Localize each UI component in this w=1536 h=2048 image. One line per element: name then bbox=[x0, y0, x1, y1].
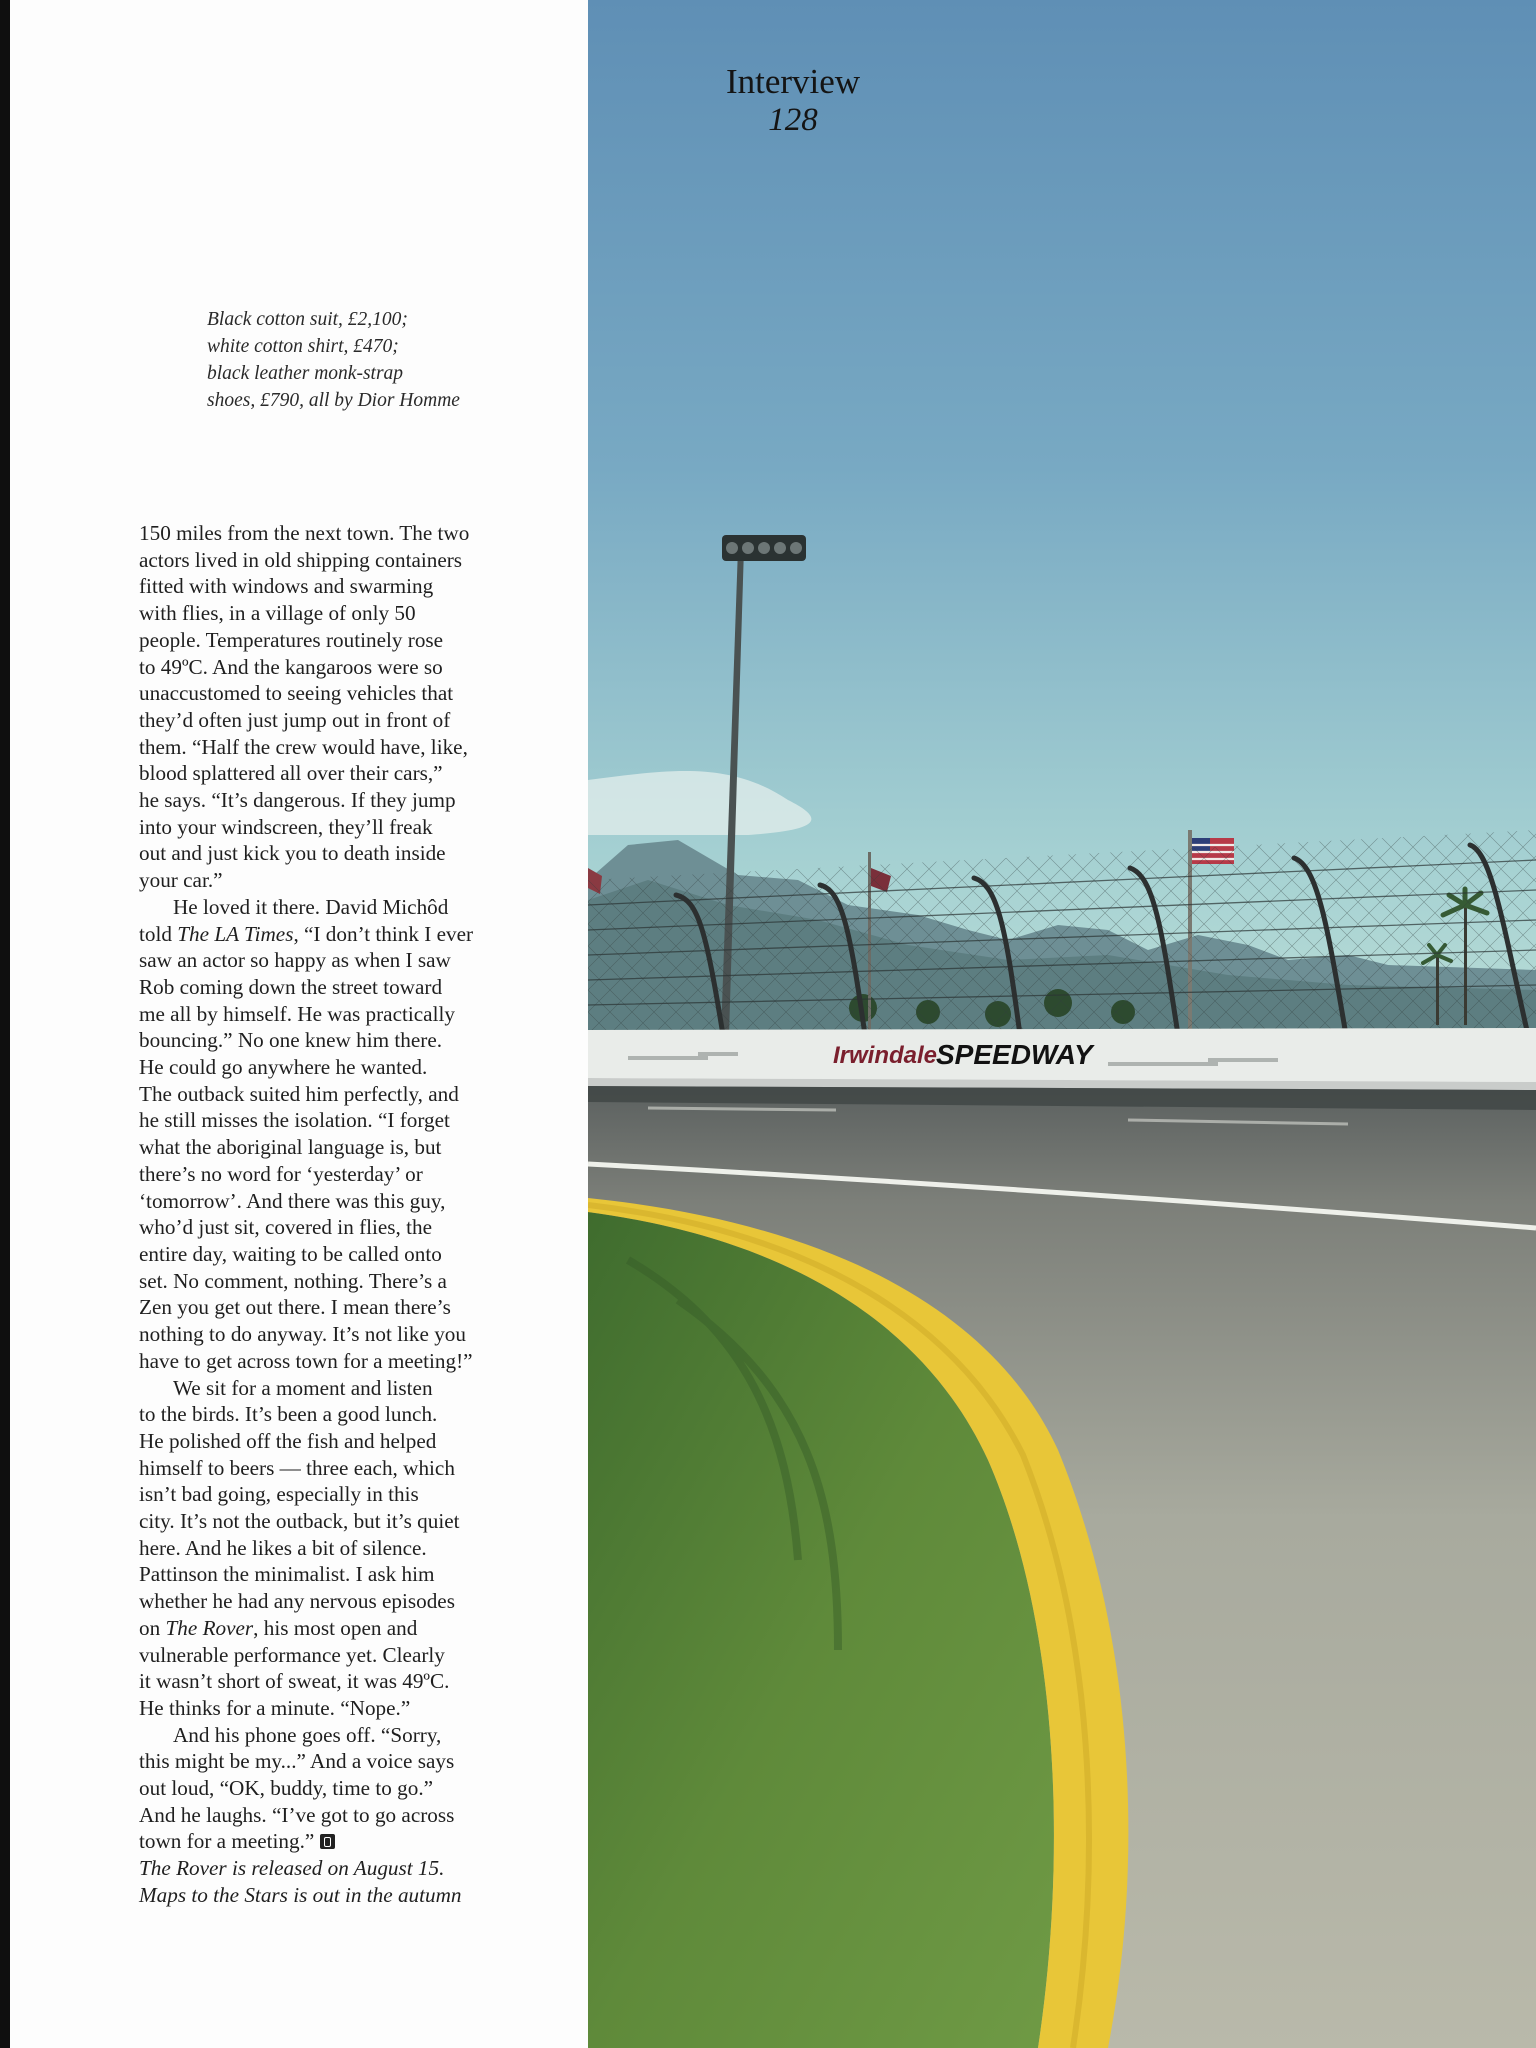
article-line: nothing to do anyway. It’s not like you bbox=[139, 1322, 466, 1347]
article-line bbox=[139, 921, 509, 948]
article-text: told bbox=[139, 921, 178, 946]
caption-line: white cotton shirt, £470; bbox=[207, 336, 399, 357]
retaining-wall bbox=[588, 1028, 1536, 1090]
page-number: 128 bbox=[768, 102, 818, 138]
left-page-edge bbox=[0, 0, 10, 2048]
article-line: your car.” bbox=[139, 868, 223, 893]
article-line: He could go anywhere he wanted. bbox=[139, 1055, 428, 1080]
article-line: out loud, “OK, buddy, time to go.” bbox=[139, 1776, 434, 1801]
page-header bbox=[700, 62, 886, 138]
article-line: Pattinson the minimalist. I ask him bbox=[139, 1562, 435, 1587]
film-title: The Rover bbox=[165, 1615, 254, 1640]
article-line: who’d just sit, covered in flies, the bbox=[139, 1215, 433, 1240]
article-line: to the birds. It’s been a good lunch. bbox=[139, 1402, 438, 1427]
article-line: 150 miles from the next town. The two bbox=[139, 521, 470, 545]
article-line: vulnerable performance yet. Clearly bbox=[139, 1642, 445, 1667]
article-line: have to get across town for a meeting!” bbox=[139, 1348, 473, 1373]
article-line: He thinks for a minute. “Nope.” bbox=[139, 1695, 411, 1720]
section-title: Interview bbox=[725, 62, 861, 101]
photo-caption bbox=[207, 306, 507, 414]
article-line: this might be my...” And a voice says bbox=[139, 1749, 455, 1774]
article-line: them. “Half the crew would have, like, bbox=[139, 734, 468, 759]
caption-line: Black cotton suit, £2,100; bbox=[207, 309, 408, 330]
article-text: town for a meeting.” bbox=[139, 1829, 315, 1854]
article-line: what the aboriginal language is, but bbox=[139, 1135, 442, 1160]
article-line: And he laughs. “I’ve got to go across bbox=[139, 1802, 455, 1827]
article-line: bouncing.” No one knew him there. bbox=[139, 1028, 443, 1053]
article-text: , his most open and bbox=[253, 1615, 418, 1640]
article-line: Zen you get out there. I mean there’s bbox=[139, 1295, 451, 1320]
article-line: unaccustomed to seeing vehicles that bbox=[139, 681, 454, 706]
end-mark-icon bbox=[320, 1834, 335, 1849]
article-line: they’d often just jump out in front of bbox=[139, 707, 451, 732]
publication-title: The LA Times bbox=[177, 921, 294, 946]
release-note-line: The Rover is released on August 15. bbox=[139, 1856, 445, 1881]
article-line: city. It’s not the outback, but it’s quiet bbox=[139, 1509, 460, 1534]
article-line: people. Temperatures routinely rose bbox=[139, 627, 444, 652]
article-line: he says. “It’s dangerous. If they jump bbox=[139, 788, 456, 813]
article-line: He loved it there. David Michôd bbox=[173, 894, 449, 919]
article-line: into your windscreen, they’ll freak bbox=[139, 814, 433, 839]
article-line: here. And he likes a bit of silence. bbox=[139, 1535, 427, 1560]
article-line: And his phone goes off. “Sorry, bbox=[173, 1722, 442, 1747]
article-line: with flies, in a village of only 50 bbox=[139, 601, 416, 626]
article-line: out and just kick you to death inside bbox=[139, 841, 446, 866]
article-line: me all by himself. He was practically bbox=[139, 1001, 455, 1026]
caption-line: shoes, £790, all by Dior Homme bbox=[207, 390, 460, 411]
article-body bbox=[139, 520, 509, 1909]
article-text: , “I don’t think I ever bbox=[293, 921, 474, 946]
article-line: isn’t bad going, especially in this bbox=[139, 1482, 419, 1507]
article-line: he still misses the isolation. “I forget bbox=[139, 1108, 450, 1133]
speedway-photo bbox=[588, 0, 1536, 2048]
article-line: it wasn’t short of sweat, it was 49ºC. bbox=[139, 1669, 450, 1694]
article-line: set. No comment, nothing. There’s a bbox=[139, 1268, 447, 1293]
article-line: We sit for a moment and listen bbox=[173, 1375, 433, 1400]
wall-sign-word: SPEEDWAY bbox=[936, 1039, 1093, 1070]
article-line: there’s no word for ‘yesterday’ or bbox=[139, 1161, 423, 1186]
article-line: ‘tomorrow’. And there was this guy, bbox=[139, 1188, 446, 1213]
caption-line: black leather monk-strap bbox=[207, 363, 404, 384]
article-line: to 49ºC. And the kangaroos were so bbox=[139, 654, 443, 679]
article-text: on bbox=[139, 1615, 166, 1640]
wall-sign-brand: Irwindale bbox=[833, 1042, 938, 1069]
article-line bbox=[139, 1828, 509, 1855]
article-line: entire day, waiting to be called onto bbox=[139, 1241, 442, 1266]
article-line: Rob coming down the street toward bbox=[139, 974, 443, 999]
article-line: whether he had any nervous episodes bbox=[139, 1589, 455, 1614]
article-line: He polished off the fish and helped bbox=[139, 1428, 437, 1453]
release-note-line: Maps to the Stars is out in the autumn bbox=[139, 1882, 462, 1907]
article-line bbox=[139, 1615, 509, 1642]
article-line: fitted with windows and swarming bbox=[139, 574, 434, 599]
article-line: saw an actor so happy as when I saw bbox=[139, 948, 451, 973]
article-line: actors lived in old shipping containers bbox=[139, 547, 463, 572]
article-line: himself to beers — three each, which bbox=[139, 1455, 455, 1480]
article-line: The outback suited him perfectly, and bbox=[139, 1081, 459, 1106]
article-line: blood splattered all over their cars,” bbox=[139, 761, 443, 786]
